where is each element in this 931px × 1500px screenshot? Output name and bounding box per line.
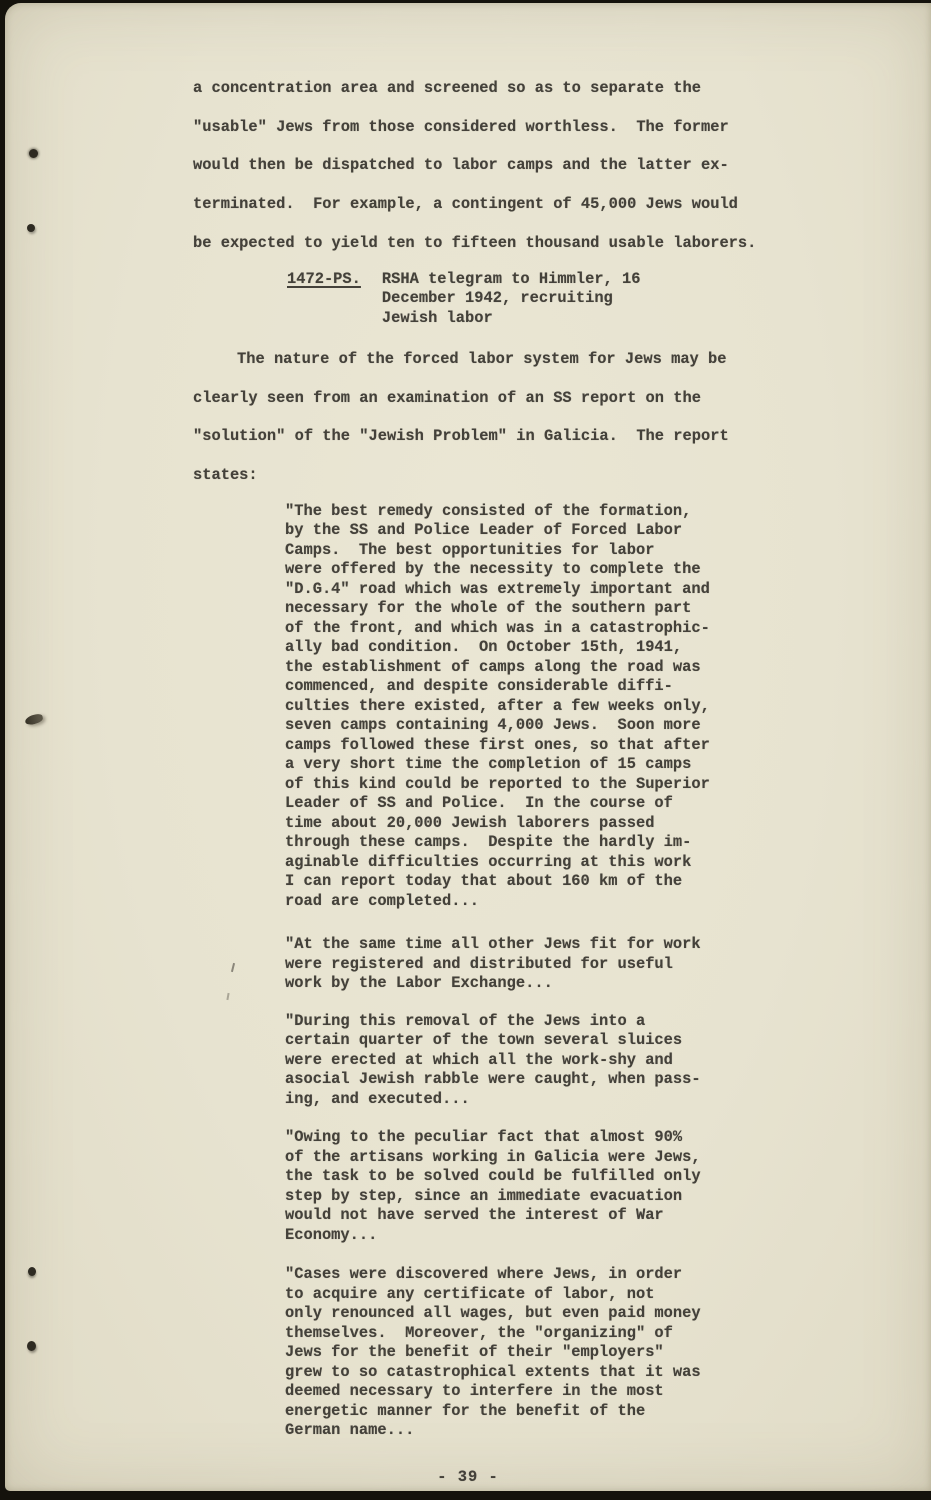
ink-speck xyxy=(27,1341,36,1351)
text-line: "Owing to the peculiar fact that almost 90% xyxy=(285,1128,683,1147)
ink-smudge xyxy=(24,713,44,726)
citation-description xyxy=(382,270,641,329)
text-line: to acquire any certificate of labor, not xyxy=(285,1284,655,1303)
text-line: aginable difficulties occurring at this work xyxy=(285,852,692,871)
text-line: only renounced all wages, but even paid money xyxy=(285,1304,701,1323)
quote-block xyxy=(285,1128,931,1245)
paragraph-intro xyxy=(193,69,931,263)
quote-block xyxy=(285,1012,931,1110)
text-line: the establishment of camps along the road was xyxy=(285,657,701,676)
text-line: work by the Labor Exchange... xyxy=(285,974,553,993)
paragraph-nature-of-forced-labor xyxy=(193,340,931,495)
ink-speck xyxy=(27,224,35,232)
page-number: - 39 - xyxy=(437,1467,499,1486)
text-line: step by step, since an immediate evacuation xyxy=(285,1186,683,1205)
text-line: culties there existed, after a few weeks only, xyxy=(285,696,710,715)
text-line: were erected at which all the work-shy and xyxy=(285,1050,673,1069)
text-line: of this kind could be reported to the Superior xyxy=(285,774,710,793)
text-line: asocial Jewish rabble were caught, when pass- xyxy=(285,1070,701,1089)
text-line: RSHA telegram to Himmler, 16 xyxy=(381,269,641,288)
text-line: necessary for the whole of the southern part xyxy=(285,599,692,618)
text-line: "solution" of the "Jewish Problem" in Galicia. The report xyxy=(193,427,729,446)
text-line: were registered and distributed for useful xyxy=(285,954,673,973)
text-line: "The best remedy consisted of the formation, xyxy=(285,501,692,520)
text-line: German name... xyxy=(285,1421,415,1440)
text-line: Jews for the benefit of their "employers" xyxy=(285,1343,664,1362)
text-line: I can report today that about 160 km of the xyxy=(285,872,683,891)
text-line: Leader of SS and Police. In the course of xyxy=(285,794,673,813)
ink-speck xyxy=(29,149,38,158)
text-line: seven camps containing 4,000 Jews. Soon more xyxy=(285,716,701,735)
text-line: terminated. For example, a contingent of 45,000 Jews would xyxy=(193,195,738,214)
scan-edge-shadow xyxy=(0,0,931,3)
text-line: grew to so catastrophical extents that it was xyxy=(285,1362,701,1381)
paper-sheet xyxy=(5,3,931,1491)
citation-document-number: 1472-PS. xyxy=(287,269,361,288)
text-line: of the artisans working in Galicia were Jews, xyxy=(285,1147,701,1166)
text-line: time about 20,000 Jewish laborers passed xyxy=(285,813,655,832)
text-line: energetic manner for the benefit of the xyxy=(285,1401,646,1420)
text-line: would not have served the interest of War xyxy=(285,1206,664,1225)
text-line: were offered by the necessity to complete the xyxy=(285,560,701,579)
text-line: states: xyxy=(193,466,258,485)
quote-block xyxy=(285,502,931,912)
text-line: "Cases were discovered where Jews, in order xyxy=(285,1265,683,1284)
text-line: of the front, and which was in a catastrophic- xyxy=(285,618,710,637)
text-line: the task to be solved could be fulfilled only xyxy=(285,1167,701,1186)
text-line: certain quarter of the town several sluices xyxy=(285,1031,683,1050)
text-line: Camps. The best opportunities for labor xyxy=(285,540,655,559)
text-line: "usable" Jews from those considered worthless. The former xyxy=(193,117,729,136)
text-line: through these camps. Despite the hardly im- xyxy=(285,833,692,852)
text-line: deemed necessary to interfere in the most xyxy=(285,1382,664,1401)
pencil-tick-mark xyxy=(231,963,235,972)
text-line: road are completed... xyxy=(285,891,479,910)
text-line: The nature of the forced labor system for Jews may be xyxy=(237,350,727,369)
text-line: "D.G.4" road which was extremely important and xyxy=(285,579,710,598)
quote-block xyxy=(285,1265,931,1441)
text-line: be expected to yield ten to fifteen thousand usable laborers. xyxy=(193,233,757,252)
ink-speck xyxy=(28,1267,36,1276)
quoted-report-blocks xyxy=(285,502,931,1441)
text-line: would then be dispatched to labor camps and the latter ex- xyxy=(193,156,729,175)
text-line: "During this removal of the Jews into a xyxy=(285,1011,646,1030)
citation-heading xyxy=(287,270,931,329)
text-line: Economy... xyxy=(285,1225,378,1244)
text-line: by the SS and Police Leader of Forced Labor xyxy=(285,521,683,540)
text-line: Jewish labor xyxy=(381,308,493,327)
text-line: a concentration area and screened so as to separate the xyxy=(193,79,701,97)
quote-block xyxy=(285,935,931,994)
text-line: December 1942, recruiting xyxy=(381,289,613,308)
text-line: ing, and executed... xyxy=(285,1089,470,1108)
text-line: commenced, and despite considerable diffi- xyxy=(285,677,673,696)
text-line: themselves. Moreover, the "organizing" of xyxy=(285,1323,673,1342)
text-line: camps followed these first ones, so that after xyxy=(285,735,710,754)
text-line: "At the same time all other Jews fit for work xyxy=(285,935,701,954)
text-line: clearly seen from an examination of an SS report on the xyxy=(193,388,701,407)
pencil-tick-mark xyxy=(226,993,229,1000)
text-line: ally bad condition. On October 15th, 1941, xyxy=(285,638,683,657)
text-line: a very short time the completion of 15 camps xyxy=(285,755,692,774)
